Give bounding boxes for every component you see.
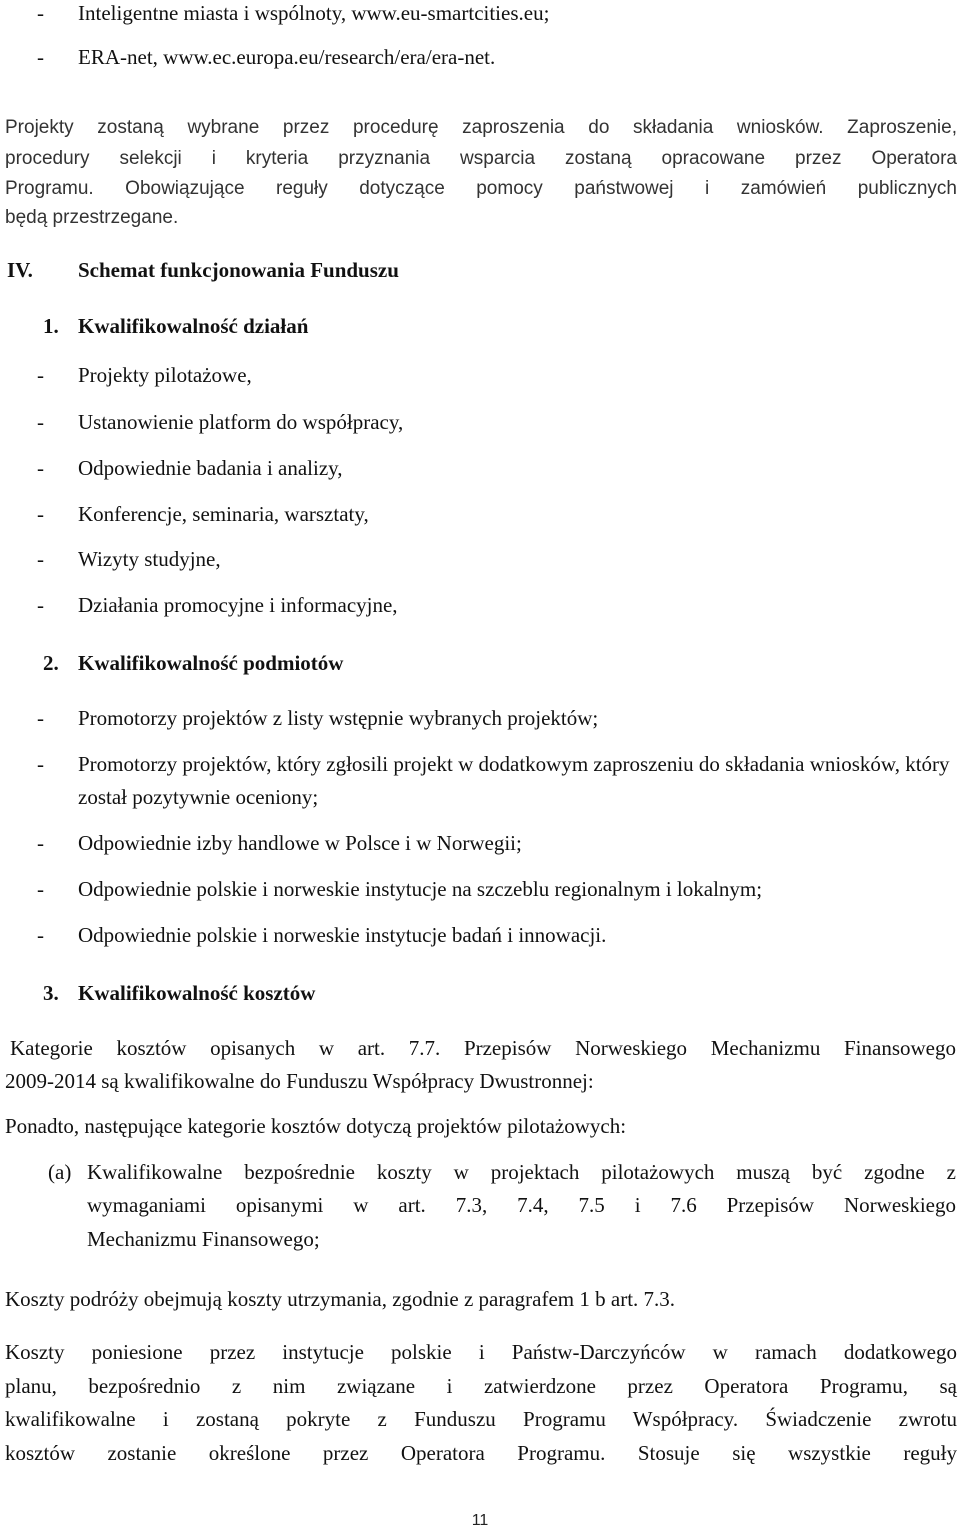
list-item	[37, 873, 957, 906]
section-title: Schemat funkcjonowania Funduszu	[78, 258, 399, 282]
list-item-text: ERA-net, www.ec.europa.eu/research/era/era-net.	[78, 45, 496, 69]
paragraph-line: Kwalifikowalne bezpośrednie koszty w projektach pilotażowych muszą być zgodne z	[87, 1160, 956, 1184]
list-item-text: Odpowiednie izby handlowe w Polsce i w Norwegii;	[78, 831, 522, 855]
intro-line: będą przestrzegane.	[5, 207, 179, 228]
list-item	[37, 827, 957, 860]
list-item-text: Odpowiednie polskie i norweskie instytucje na szczeblu regionalnym i lokalnym;	[78, 877, 763, 901]
paragraph-line: Mechanizmu Finansowego;	[87, 1227, 320, 1251]
list-item	[37, 589, 957, 622]
subsection-title: Kwalifikowalność podmiotów	[78, 651, 344, 675]
list-item-text: Promotorzy projektów z listy wstępnie wybranych projektów;	[78, 706, 599, 730]
paragraph-line: wymaganiami opisanymi w art. 7.3, 7.4, 7.5 i 7.6 Przepisów Norweskiego	[87, 1193, 956, 1217]
subsection-number: 3.	[43, 981, 59, 1005]
paragraph-line: planu, bezpośrednio z nim związane i zatwierdzone przez Operatora Programu, są	[5, 1374, 957, 1398]
list-item-text: Ustanowienie platform do współpracy,	[78, 410, 404, 434]
paragraph-line: kosztów zostanie określone przez Operatora Programu. Stosuje się wszystkie reguły	[5, 1441, 957, 1465]
item-label: (a)	[48, 1160, 72, 1184]
dash-marker: -	[37, 547, 44, 571]
subsection-title: Kwalifikowalność działań	[78, 314, 309, 338]
paragraph-line: Koszty poniesione przez instytucje polskie i Państw-Darczyńców w ramach dodatkowego	[5, 1340, 957, 1364]
section-number: IV.	[7, 258, 33, 282]
list-item-text: Odpowiednie badania i analizy,	[78, 456, 343, 480]
dash-marker: -	[37, 45, 44, 69]
list-item-text: Promotorzy projektów, który zgłosili projekt w dodatkowym zaproszeniu do składania wniosków, który został pozytywnie oceniony;	[78, 752, 950, 809]
dash-marker: -	[37, 752, 44, 776]
paragraph: Ponadto, następujące kategorie kosztów dotyczą projektów pilotażowych:	[5, 1114, 627, 1138]
intro-line: procedury selekcji i kryteria przyznania wsparcia zostaną opracowane przez Operatora	[5, 148, 957, 169]
dash-marker: -	[37, 593, 44, 617]
dash-marker: -	[37, 456, 44, 480]
list-item	[37, 498, 957, 531]
paragraph-line: 2009-2014 są kwalifikowalne do Funduszu Współpracy Dwustronnej:	[5, 1069, 594, 1093]
dash-marker: -	[37, 1, 44, 25]
list-item	[37, 919, 957, 952]
list-item	[37, 543, 957, 576]
dash-marker: -	[37, 363, 44, 387]
paragraph: Koszty podróży obejmują koszty utrzymania, zgodnie z paragrafem 1 b art. 7.3.	[5, 1287, 676, 1311]
list-item	[37, 702, 957, 735]
subsection-number: 2.	[43, 651, 59, 675]
dash-marker: -	[37, 706, 44, 730]
list-item-text: Projekty pilotażowe,	[78, 363, 252, 387]
list-item-text: Inteligentne miasta i wspólnoty, www.eu-smartcities.eu;	[78, 1, 550, 25]
list-item	[37, 41, 957, 74]
dash-marker: -	[37, 502, 44, 526]
dash-marker: -	[37, 831, 44, 855]
list-item	[37, 359, 957, 392]
dash-marker: -	[37, 877, 44, 901]
intro-line: Projekty zostaną wybrane przez procedurę zaproszenia do składania wniosków. Zaproszenie,	[5, 117, 957, 138]
page-number: 11	[471, 1512, 489, 1529]
list-item-text: Działania promocyjne i informacyjne,	[78, 593, 398, 617]
intro-line: Programu. Obowiązujące reguły dotyczące pomocy państwowej i zamówień publicznych	[5, 178, 957, 199]
list-item	[37, 0, 957, 30]
list-item	[37, 406, 957, 439]
list-item-text: Wizyty studyjne,	[78, 547, 221, 571]
subsection-number: 1.	[43, 314, 59, 338]
dash-marker: -	[37, 923, 44, 947]
list-item	[37, 748, 957, 814]
paragraph-line: Kategorie kosztów opisanych w art. 7.7. Przepisów Norweskiego Mechanizmu Finansowego	[10, 1036, 956, 1060]
list-item-text: Odpowiednie polskie i norweskie instytucje badań i innowacji.	[78, 923, 607, 947]
subsection-title: Kwalifikowalność kosztów	[78, 981, 316, 1005]
list-item	[37, 452, 957, 485]
list-item-text: Konferencje, seminaria, warsztaty,	[78, 502, 369, 526]
paragraph-line: kwalifikowalne i zostaną pokryte z Funduszu Programu Współpracy. Świadczenie zwrotu	[5, 1407, 957, 1431]
dash-marker: -	[37, 410, 44, 434]
